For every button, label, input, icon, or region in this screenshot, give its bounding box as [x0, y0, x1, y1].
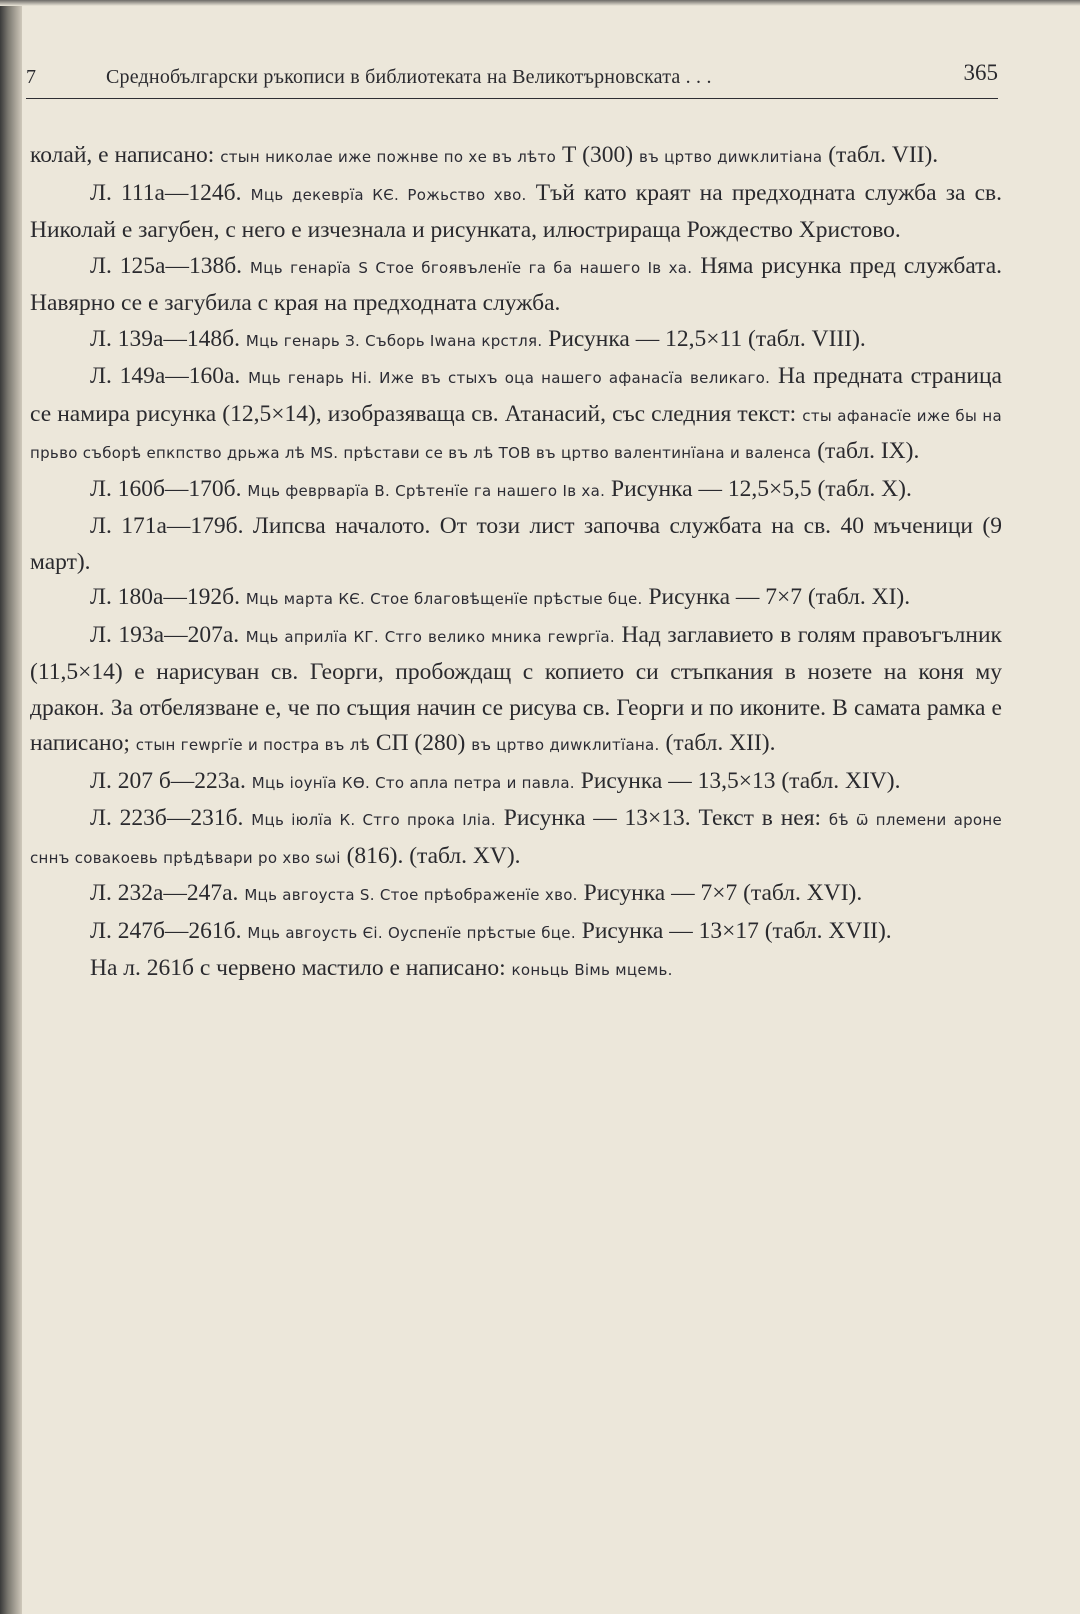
paragraph-text: СП (280) [370, 730, 472, 756]
paragraph-text: Л. 223б—231б. [90, 805, 252, 831]
paragraph-text: колай, е написано: [30, 142, 221, 168]
paragraph-text: Тъй като краят на предходната служба за св. Николай е загубен, с него е изчезнала и рисунката, илюстрираща Рождество Христово. [30, 179, 1003, 243]
paragraph-text: Л. 125а—138б. [90, 252, 251, 279]
paragraph [30, 472, 1002, 510]
paragraph-text: Рисунка — 7×7 (табл. XVI). [577, 880, 863, 906]
paragraph-text: (табл. XII). [659, 730, 776, 756]
paragraph-text: Л. 160б—170б. [90, 475, 248, 502]
paragraph-text: На предната страница се намира рисунка (12,5×14), изобразяваща св. Атанасий, със следния текст: [30, 363, 1002, 427]
paragraph [30, 618, 1002, 764]
paragraph [30, 914, 1002, 952]
paragraph-text: Рисунка — 13×17 (табл. XVII). [575, 917, 892, 944]
paragraph [30, 322, 1002, 360]
church-slavonic-quote: Мць феврварїа В. Срѣтенїе га нашего Ів ха. [247, 481, 606, 500]
paragraph-text: Л. 149а—160а. [90, 363, 249, 389]
church-slavonic-quote: стын николае иже пожнве по хе въ лѣто [220, 148, 557, 166]
paragraph [30, 509, 1002, 580]
church-slavonic-quote: Мць априлїа КГ. Стго велико мника геwргїа. [245, 627, 615, 646]
paragraph [30, 580, 1002, 618]
paragraph-text: Няма рисунка пред службата. Навярно се е загубила с края на предходната служба. [30, 252, 1003, 316]
church-slavonic-quote: Мць авгоуста Ѕ. Стое прѣображенїе хво. [244, 886, 578, 904]
paragraph-text: Рисунка — 12,5×5,5 (табл. X). [605, 475, 912, 502]
paragraph-text: На л. 261б с червено мастило е написано: [90, 955, 512, 981]
paragraph [30, 876, 1002, 914]
church-slavonic-quote: Мць декеврїа КЄ. Рожьство хво. [250, 185, 527, 204]
paragraph [30, 249, 1002, 322]
paragraph-text: (табл. VII). [822, 142, 939, 168]
paragraph [30, 951, 1002, 989]
paragraph-text: Рисунка — 12,5×11 (табл. VIII). [542, 325, 866, 352]
paragraph-text: Л. 232а—247а. [90, 880, 245, 906]
paragraph [30, 801, 1002, 876]
church-slavonic-quote: Мць генарь З. Съборь Іwана крстля. [245, 331, 543, 350]
paragraph-text: Л. 247б—261б. [90, 917, 248, 944]
header-rule [26, 98, 998, 99]
paragraph-text: Л. 193а—207а. [90, 621, 246, 648]
church-slavonic-quote: коньць Вімь мцемь. [511, 961, 673, 979]
page-top-edge [0, 0, 1080, 6]
paragraph-text: Рисунка — 13,5×13 (табл. XIV). [574, 767, 901, 794]
paragraph-text: (табл. IX). [811, 438, 920, 464]
church-slavonic-quote: Мць авгоусть Єі. Оуспенїе прѣстые бце. [247, 923, 576, 942]
church-slavonic-quote: бѣ ѿ племени аронe сннъ совакоевь прѣдѣвари ро хво ѕѡі [30, 811, 1003, 867]
paragraph-text: Л. 207 б—223а. [90, 767, 252, 794]
book-binding-shadow [0, 0, 22, 1614]
paragraph-text: Рисунка — 7×7 (табл. XI). [642, 584, 911, 610]
paragraph [30, 359, 1002, 472]
paragraph-text: Т (300) [556, 142, 639, 168]
church-slavonic-quote: въ цртво диwклитіана [638, 148, 823, 166]
church-slavonic-quote: Мць марта КЄ. Стое благовѣщенїе прѣстые бце. [245, 590, 643, 608]
article-body [30, 138, 1002, 989]
running-header [26, 60, 1026, 94]
header-section-number: 7 [26, 66, 36, 88]
paragraph-text: Рисунка — 13×13. Текст в нея: [495, 805, 829, 831]
church-slavonic-quote: Мць іюлїа К. Стго прока Іліа. [251, 811, 496, 829]
header-running-title: Среднобългарски ръкописи в библиотеката на Великотърновската . . . [106, 66, 712, 88]
church-slavonic-quote: Мць іоунїа КѲ. Сто апла петра и павла. [251, 773, 575, 792]
paragraph-text: Л. 180а—192б. [90, 584, 246, 610]
paragraph-text: Л. 111а—124б. [90, 179, 251, 206]
church-slavonic-quote: сты афанасїе иже бы на прьво съборѣ епкпство дрьжа лѣ МЅ. прѣстави се въ лѣ ТОВ въ цртво валентинїана и валенса [30, 406, 1002, 462]
church-slavonic-quote: стын геwргїе и постра въ лѣ [135, 736, 371, 754]
paragraph-text: Над заглавието в голям правоъгълник (11,5×14) е нарисуван св. Георги, пробождащ с копието си стъпкания в нозете на коня му дракон. За отбелязване е, че по същия начин се рисува св. Георги и по иконите. В самата рамка е написано; [30, 621, 1002, 756]
church-slavonic-quote: въ цртво диwклитїана. [471, 736, 660, 754]
paragraph [30, 176, 1002, 249]
church-slavonic-quote: Мць генарь Ні. Иже въ стыхъ оца нашего афанасїа великаго. [248, 369, 771, 387]
paragraph-text: Л. 171а—179б. Липсва началото. От този лист започва службата на св. 40 мъченици (9 март). [30, 513, 1002, 575]
page-number: 365 [963, 60, 998, 85]
paragraph-text: (816). (табл. XV). [340, 842, 521, 869]
paragraph [30, 764, 1002, 802]
paragraph [30, 138, 1002, 176]
paragraph-text: Л. 139а—148б. [90, 325, 246, 352]
church-slavonic-quote: Мць генарїа Ѕ Стое бгоявъленїе га ба нашего Ів ха. [250, 258, 693, 277]
